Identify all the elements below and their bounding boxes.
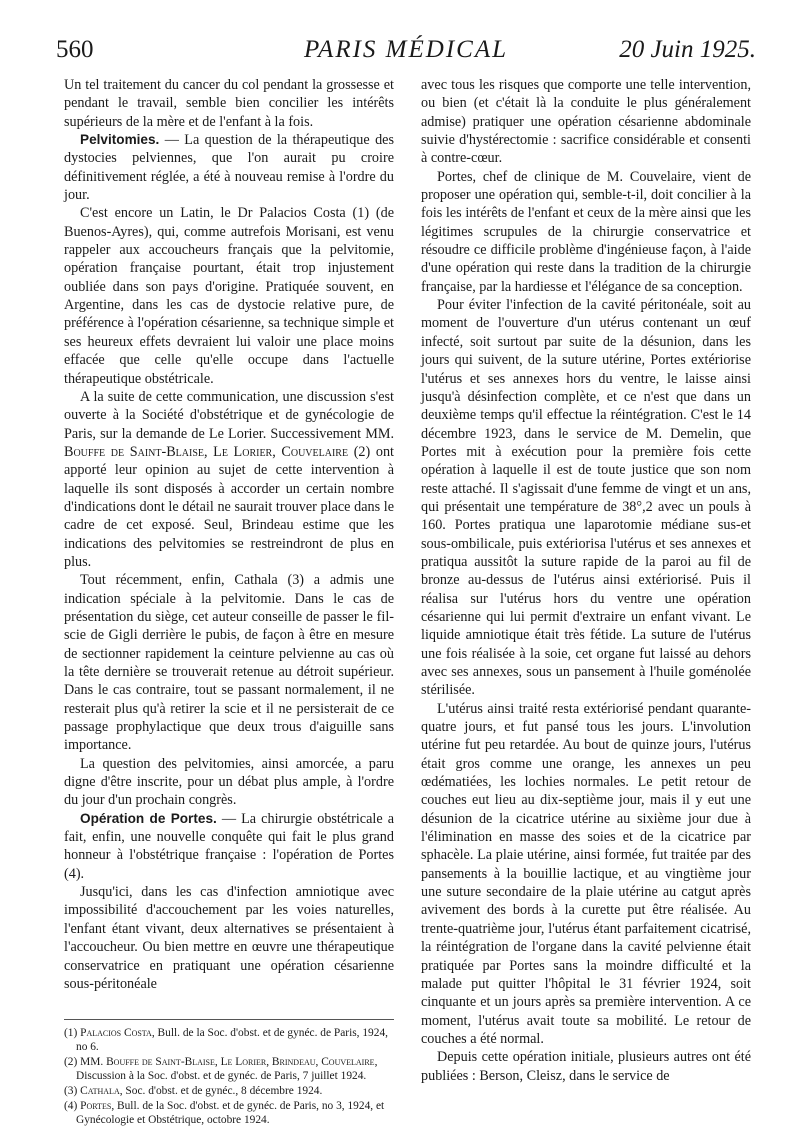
footnote-2-ref: Discussion à la Soc. d'obst. et de gynéc. de Paris, 7 juillet 1924.	[76, 1070, 367, 1083]
paragraph-publications: Depuis cette opération initiale, plusieurs autres ont été publiées : Berson, Cleisz, dans le service de	[421, 1049, 751, 1084]
footnote-4-ref: Bull. de la Soc. d'obst. et de gynéc. de Paris, no 3, 1924, et Gynécologie et Obstétrique, octobre 1924.	[76, 1100, 385, 1127]
footnote-1-author: (1) Palacios Costa,	[64, 1027, 155, 1040]
paragraph-cancer-conclusion: Un tel traitement du cancer du col pendant la grossesse et pendant le travail, semble bien concilier les intérêts supérieurs de la mère et de l'enfant à la fois.	[64, 77, 394, 130]
footnote-3	[64, 1084, 394, 1098]
journal-title: PARIS MÉDICAL	[304, 36, 508, 63]
footnote-2-author: (2) MM. Bouffe de Saint-Blaise, Le Lorier, Brindeau, Couvelaire,	[64, 1056, 378, 1069]
left-column	[64, 76, 394, 1127]
subheading-pelvitomies: Pelvitomies.	[80, 132, 160, 148]
paragraph-suivi: L'utérus ainsi traité resta extériorisé pendant quarante-quatre jours, et fut pansé tous les jours. L'involution utérine fut peu retardée. Au bout de quinze jours, l'utérus était gros comme une orange, les annexes un peu œdématiées, les lochies normales. Le petit retour de couches eut lieu au dix-septième jour, mais il y eut une désunion de la cicatrice utérine au sixième jour due à l'élimination en masse des soies et de la cicatrice par sphacèle. La plaie utérine, ainsi formée, fut traitée par des pansements à la bouillie lactique, et au vingtième jour une suture secondaire de la plaie utérine au catgut après avivement des bords à la curette put être réalisée. Au trente-quatrième jour, l'utérus étant parfaitement cicatrisé, la réintégration de l'organe dans la cavité pelvienne était pratiquée par Portes sans la moindre difficulté et la malade put quitter l'hôpital le 31 février 1924, soit cinquante et un jours après sa première intervention. A ce moment, l'utérus avait toute sa mobilité. Le retour de couches a été normal.	[421, 700, 751, 1047]
paragraph-risques: avec tous les risques que comporte une telle intervention, ou bien (et c'était là la conduite le plus généralement admise) pratiquer une opération césarienne abdominale suivie d'hystérectomie : sacrifice considérable et consenti à contre-cœur.	[421, 77, 751, 167]
paragraph-alternatives: Jusqu'ici, dans les cas d'infection amniotique avec impossibilité d'accouchement par les voies naturelles, l'enfant étant vivant, deux alternatives se présentaient à l'accoucheur. Ou bien mettre en œuvre une thérapeutique conservatrice en pratiquant une opération césarienne sous-péritonéale	[64, 884, 394, 992]
footnote-4-author: (4) Portes,	[64, 1100, 115, 1113]
page-header	[56, 36, 756, 70]
subheading-operation-portes: Opération de Portes.	[80, 810, 217, 826]
paragraph-portes-proposal: Portes, chef de clinique de M. Couvelaire, vient de proposer une opération qui, semble-t-il, doit concilier à la fois les intérêts de l'enfant et ceux de la mère ainsi que les légitimes scrupules de la chirurgie conservatrice et résoudre ce difficile problème d'ingénieuse façon, à l'aide d'une opération qui reste dans la tradition de la chirurgie française, par la hardiesse et l'élégance de sa conception.	[421, 168, 751, 295]
footnote-1	[64, 1026, 394, 1054]
footnote-4	[64, 1099, 394, 1127]
paragraph-cathala: Tout récemment, enfin, Cathala (3) a admis une indication spéciale à la pelvitomie. Dans le cas de présentation du siège, cet auteur conseille de passer le fil-scie de Gigli derrière le pubis, de façon à être en mesure de sectionner rapidement la ceinture pelvienne au cas où la tête dernière se trouverait retenue au détroit supérieur. Dans le cas contraire, tout se passant normalement, il ne resterait plus qu'à retirer la scie et il ne persisterait de ce passage prophylactique que deux trous d'aiguille sans importance.	[64, 572, 394, 754]
footnote-1-ref: Bull. de la Soc. d'obst. et de gynéc. de Paris, 1924, no 6.	[76, 1027, 388, 1054]
footnote-3-ref: Soc. d'obst. et de gynéc., 8 décembre 1924.	[122, 1085, 323, 1098]
paragraph-portes-intro-text: — La chirurgie obstétricale a fait, enfin, une nouvelle conquête qui fait le plus grand honneur à l'obstétrique française : l'opération de Portes (4).	[64, 810, 394, 882]
discussion-authors: Bouffe de Saint-Blaise, Le Lorier, Couvelaire	[64, 443, 349, 460]
paragraph-congres: La question des pelvitomies, ainsi amorcée, a paru digne d'être inscrite, pour un débat plus ample, à l'ordre du jour d'un prochain congrès.	[64, 755, 394, 809]
issue-date: 20 Juin 1925.	[619, 36, 756, 63]
paragraph-technique: Pour éviter l'infection de la cavité péritonéale, soit au moment de l'ouverture d'un utérus contenant un œuf infecté, soit surtout par suite de la désunion, dans les jours qui suivent, de la suture utérine, Portes extériorise l'utérus et ses annexes hors du ventre, le laisse ainsi jusqu'à désinfection complète, et ce n'est que dans un deuxième temps qu'il effectue la réintégration. C'est le 14 décembre 1923, dans le service de M. Demelin, que Portes mit à exécution pour la première fois cette opération à laquelle il est de toute justice que son nom reste attaché. Il s'agissait d'une femme de vingt et un ans, qui présentait une température de 38°,2 avec un pouls à 160. Portes pratiqua une laparotomie médiane sus-et sous-ombilicale, puis extériorisa l'utérus et ses annexes et pratiqua aussitôt la suture rapide de la paroi au fil de bronze au-dessus de l'utérus ainsi extériorisé. Puis il réalisa sur l'utérus hors du ventre une opération césarienne qui lui permit d'extraire un enfant vivant. Le liquide amniotique était très fétide. La suture de l'utérus une fois réalisée à la soie, cet organe fut laissé au dehors avec ses annexes, sous un pansement à l'huile goménolée stérilisée.	[421, 297, 751, 699]
paragraph-pelvitomies	[64, 131, 394, 204]
paragraph-palacios-costa: C'est encore un Latin, le Dr Palacios Costa (1) (de Buenos-Ayres), qui, comme autrefois Morisani, est venu rappeler aux accoucheurs français que la pelvitomie, opération française pourtant, était trop injustement oubliée dans son pays d'origine. Pratiquée souvent, en Argentine, dans les cas de dystocie relative pure, de préférence à l'opération césarienne, sa technique simple et ses heureux effets devraient lui valoir une place moins effacée que celle qu'elle occupe dans l'actuelle thérapeutique obstétricale.	[64, 205, 394, 387]
footnote-3-author: (3) Cathala,	[64, 1085, 123, 1098]
discussion-text-b: (2) ont apporté leur opinion au sujet de cette intervention à laquelle ils sont disposés à accorder un certain nombre d'indications dont le détail ne saurait trouver place dans le cadre de cet exposé. Seul, Brindeau estime que les indications des pelvitomies se restreindront de plus en plus.	[64, 443, 394, 570]
page-number: 560	[56, 36, 94, 63]
discussion-text-a: A la suite de cette communication, une discussion s'est ouverte à la Société d'obstétrique et de gynécologie de Paris, sur la demande de Le Lorier. Successivement MM.	[64, 388, 394, 442]
paragraph-pelvitomies-text: — La question de la thérapeutique des dystocies pelviennes, que l'on aurait pu croire définitivement réglée, a été à nouveau remise à l'ordre du jour.	[64, 132, 394, 204]
paragraph-discussion	[64, 388, 394, 571]
right-column	[421, 76, 751, 1116]
paragraph-portes-intro	[64, 810, 394, 883]
footnotes	[64, 1019, 394, 1127]
footnote-2	[64, 1055, 394, 1083]
